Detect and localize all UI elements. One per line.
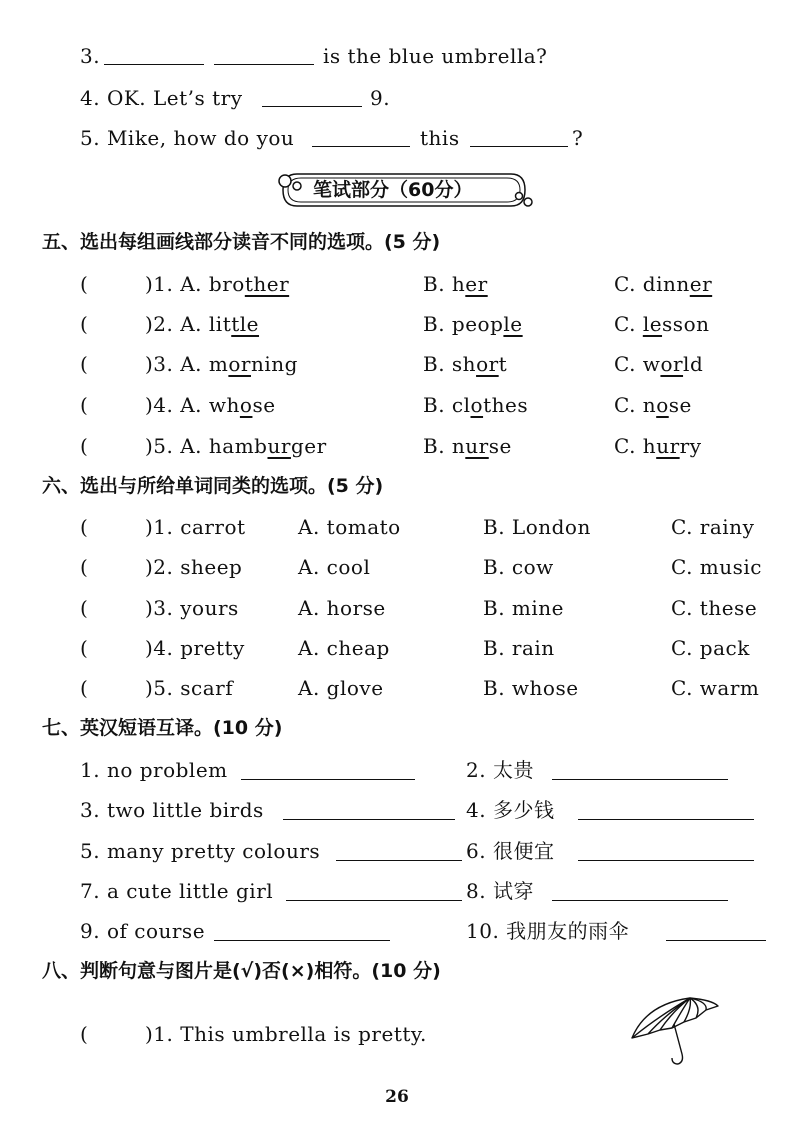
question-5-end: ?	[572, 126, 584, 150]
s5-q1-option-c	[614, 272, 712, 296]
answer-blank[interactable]	[214, 940, 390, 941]
answer-blank[interactable]	[578, 860, 754, 861]
s5-q4-option-a	[145, 393, 276, 417]
s5-q2-option-b	[423, 312, 523, 336]
underlined-part: or	[476, 352, 499, 376]
option-text: ld	[683, 352, 704, 376]
question-3-text: is the blue umbrella?	[323, 44, 548, 68]
s5-q1-option-a	[145, 272, 289, 296]
option-text: B. peop	[423, 312, 504, 336]
answer-paren[interactable]: (	[80, 555, 89, 579]
underlined-part: ur	[656, 434, 680, 458]
s6-option-b: B. cow	[483, 555, 554, 579]
answer-paren[interactable]: (	[80, 393, 89, 417]
underlined-part: tle	[231, 312, 260, 336]
phrase-item: 5. many pretty colours	[80, 839, 321, 863]
option-text: t	[498, 352, 508, 376]
s6-question: )3. yours	[145, 596, 239, 620]
underlined-part: er	[465, 272, 488, 296]
underlined-part: o	[656, 393, 669, 417]
written-section-banner	[275, 170, 533, 210]
option-text: )4. A. wh	[145, 393, 240, 417]
option-text: C.	[614, 312, 643, 336]
option-text: )3. A. m	[145, 352, 229, 376]
s6-option-b: B. mine	[483, 596, 564, 620]
s6-question: )2. sheep	[145, 555, 243, 579]
answer-blank[interactable]	[552, 900, 728, 901]
answer-paren[interactable]: (	[80, 434, 89, 458]
section-8-title: 八、判断句意与图片是(√)否(×)相符。(10 分)	[42, 960, 441, 982]
section-7-title: 七、英汉短语互译。(10 分)	[42, 717, 283, 739]
option-text: C. n	[614, 393, 657, 417]
answer-blank[interactable]	[262, 106, 362, 107]
option-text: B. h	[423, 272, 466, 296]
option-text: se	[252, 393, 276, 417]
section-5-title: 五、选出每组画线部分读音不同的选项。(5 分)	[42, 231, 441, 253]
s5-q1-option-b	[423, 272, 488, 296]
banner-title: 笔试部分（60分）	[313, 179, 473, 201]
answer-blank[interactable]	[470, 146, 568, 147]
option-text: B. sh	[423, 352, 477, 376]
option-text: ning	[250, 352, 298, 376]
question-3	[80, 44, 100, 68]
underlined-part: ur	[267, 434, 291, 458]
s5-q3-option-a	[145, 352, 298, 376]
s6-option-c: C. warm	[671, 676, 760, 700]
s5-q5-option-c	[614, 434, 702, 458]
s6-option-c: C. these	[671, 596, 758, 620]
option-text: C. w	[614, 352, 661, 376]
answer-paren[interactable]: (	[80, 352, 89, 376]
s8-question-1: )1. This umbrella is pretty.	[145, 1022, 427, 1046]
s5-q3-option-c	[614, 352, 703, 376]
s6-option-b: B. whose	[483, 676, 579, 700]
s6-option-a: A. tomato	[298, 515, 401, 539]
s6-option-b: B. London	[483, 515, 591, 539]
s6-option-a: A. horse	[298, 596, 386, 620]
s5-q5-option-b	[423, 434, 512, 458]
option-text: )5. A. hamb	[145, 434, 268, 458]
option-text: C. h	[614, 434, 657, 458]
answer-blank[interactable]	[286, 900, 462, 901]
s6-option-c: C. music	[671, 555, 763, 579]
underlined-part: ur	[465, 434, 489, 458]
phrase-item: 3. two little birds	[80, 798, 264, 822]
underlined-part: or	[660, 352, 684, 376]
s6-question: )5. scarf	[145, 676, 234, 700]
phrase-item: 2. 太贵	[466, 758, 534, 782]
option-text: se	[488, 434, 512, 458]
s5-q3-option-b	[423, 352, 507, 376]
section-6-title: 六、选出与所给单词同类的选项。(5 分)	[42, 475, 384, 497]
underlined-part: le	[503, 312, 523, 336]
underlined-part: o	[470, 393, 484, 417]
option-text: sson	[662, 312, 710, 336]
s5-q4-option-c	[614, 393, 692, 417]
s6-option-a: A. cheap	[298, 636, 390, 660]
answer-blank[interactable]	[552, 779, 728, 780]
question-number: 3.	[80, 44, 101, 68]
option-text: B. n	[423, 434, 466, 458]
s6-option-a: A. cool	[298, 555, 371, 579]
s6-option-c: C. rainy	[671, 515, 755, 539]
underlined-part: or	[228, 352, 251, 376]
option-text: thes	[483, 393, 529, 417]
answer-blank[interactable]	[283, 819, 455, 820]
phrase-item: 4. 多少钱	[466, 798, 555, 822]
answer-blank[interactable]	[666, 940, 766, 941]
answer-paren[interactable]: (	[80, 312, 89, 336]
answer-paren[interactable]: (	[80, 636, 89, 660]
question-4-text: 4. OK. Let’s try	[80, 86, 243, 110]
underlined-part: o	[239, 393, 253, 417]
answer-blank[interactable]	[312, 146, 410, 147]
answer-blank[interactable]	[214, 64, 314, 65]
s6-option-c: C. pack	[671, 636, 750, 660]
phrase-item: 1. no problem	[80, 758, 228, 782]
s6-question: )1. carrot	[145, 515, 246, 539]
question-5-text: 5. Mike, how do you	[80, 126, 295, 150]
phrase-item: 7. a cute little girl	[80, 879, 274, 903]
answer-paren[interactable]: (	[80, 515, 89, 539]
answer-paren[interactable]: (	[80, 272, 89, 296]
underlined-part: le	[642, 312, 663, 336]
answer-paren[interactable]: (	[80, 676, 89, 700]
underlined-part: ther	[244, 272, 290, 296]
phrase-item: 8. 试穿	[466, 879, 534, 903]
umbrella-icon	[626, 994, 722, 1070]
phrase-item: 9. of course	[80, 919, 206, 943]
s6-option-a: A. glove	[298, 676, 384, 700]
option-text: ger	[290, 434, 327, 458]
s6-question: )4. pretty	[145, 636, 245, 660]
phrase-item: 6. 很便宜	[466, 839, 555, 863]
option-text: )2. A. lit	[145, 312, 232, 336]
underlined-part: er	[689, 272, 713, 296]
answer-blank[interactable]	[336, 860, 462, 861]
option-text: ry	[679, 434, 702, 458]
phrase-item: 10. 我朋友的雨伞	[466, 919, 630, 943]
option-text: se	[668, 393, 692, 417]
s5-q2-option-c	[614, 312, 710, 336]
s6-option-b: B. rain	[483, 636, 555, 660]
answer-blank[interactable]	[241, 779, 415, 780]
question-4-end: 9.	[370, 86, 391, 110]
answer-paren[interactable]: (	[80, 596, 89, 620]
option-text: )1. A. bro	[145, 272, 245, 296]
s5-q5-option-a	[145, 434, 327, 458]
s5-q4-option-b	[423, 393, 528, 417]
option-text: C. dinn	[614, 272, 690, 296]
s5-q2-option-a	[145, 312, 259, 336]
answer-blank[interactable]	[578, 819, 754, 820]
question-5-mid: this	[420, 126, 460, 150]
answer-blank[interactable]	[104, 64, 204, 65]
answer-paren[interactable]: (	[80, 1022, 89, 1046]
option-text: B. cl	[423, 393, 471, 417]
page-number: 26	[385, 1087, 409, 1107]
